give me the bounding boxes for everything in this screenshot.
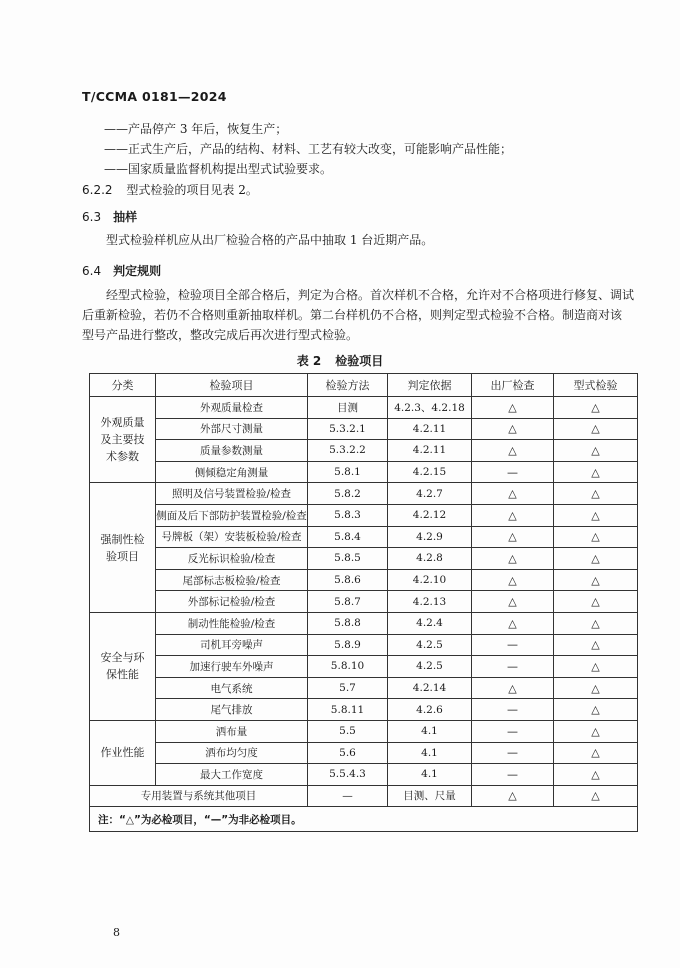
type-cell: △ <box>554 526 638 548</box>
type-cell: △ <box>554 440 638 462</box>
type-cell: △ <box>554 548 638 570</box>
header-category: 分类 <box>90 374 156 397</box>
table-note: 注：“△”为必检项目，“—”为非必检项目。 <box>90 807 638 832</box>
item-cell: 司机耳旁噪声 <box>156 634 308 656</box>
section-number: 6.2.2 <box>82 183 113 197</box>
item-cell: 尾部标志板检验/检查 <box>156 569 308 591</box>
method-cell: 5.8.6 <box>308 569 388 591</box>
item-cell: 专用装置与系统其他项目 <box>90 785 308 807</box>
item-cell: 尾气排放 <box>156 699 308 721</box>
item-cell: 号牌板（架）安装板检验/检查 <box>156 526 308 548</box>
method-cell: 5.8.3 <box>308 504 388 526</box>
basis-cell: 4.2.8 <box>388 548 472 570</box>
type-cell: △ <box>554 418 638 440</box>
basis-cell: 4.2.7 <box>388 483 472 505</box>
item-cell: 洒布量 <box>156 720 308 742</box>
factory-cell: — <box>472 461 554 483</box>
table-row <box>90 397 638 419</box>
section-6-3-body: 型式检验样机应从出厂检验合格的产品中抽取 1 台近期产品。 <box>106 233 434 247</box>
item-cell: 最大工作宽度 <box>156 764 308 786</box>
basis-cell: 4.2.4 <box>388 612 472 634</box>
section-number: 6.3 <box>82 210 102 224</box>
section-6-4-body-line: 后重新检验，若仍不合格则重新抽取样机。第二台样机仍不合格，则判定型式检验不合格。制造商对该 <box>82 308 623 322</box>
table-row <box>90 785 638 807</box>
section-title: 抽样 <box>113 210 138 224</box>
type-cell: △ <box>554 785 638 807</box>
factory-cell: △ <box>472 397 554 419</box>
method-cell: 5.8.11 <box>308 699 388 721</box>
header-basis: 判定依据 <box>388 374 472 397</box>
type-cell: △ <box>554 569 638 591</box>
basis-cell: 4.2.5 <box>388 634 472 656</box>
list-item: ——产品停产 3 年后，恢复生产； <box>104 122 288 136</box>
method-cell: 5.3.2.2 <box>308 440 388 462</box>
table-number: 表 2 <box>296 354 322 368</box>
method-cell: 5.7 <box>308 677 388 699</box>
item-cell: 洒布均匀度 <box>156 742 308 764</box>
basis-cell: 4.1 <box>388 742 472 764</box>
factory-cell: △ <box>472 483 554 505</box>
table-row <box>90 526 638 548</box>
inspection-items-table <box>89 373 638 832</box>
factory-cell: △ <box>472 677 554 699</box>
factory-cell: △ <box>472 785 554 807</box>
item-cell: 侧面及后下部防护装置检验/检查 <box>156 504 308 526</box>
category-cell: 安全与环保性能 <box>90 612 156 720</box>
table-row <box>90 548 638 570</box>
category-cell: 外观质量及主要技术参数 <box>90 397 156 483</box>
method-cell: — <box>308 785 388 807</box>
method-cell: 5.8.8 <box>308 612 388 634</box>
type-cell: △ <box>554 742 638 764</box>
table-row <box>90 634 638 656</box>
method-cell: 目测 <box>308 397 388 419</box>
table-row <box>90 483 638 505</box>
table-row <box>90 656 638 678</box>
type-cell: △ <box>554 677 638 699</box>
item-cell: 外观质量检查 <box>156 397 308 419</box>
section-title: 判定规则 <box>113 264 162 278</box>
table-row <box>90 440 638 462</box>
factory-cell: — <box>472 764 554 786</box>
factory-cell: △ <box>472 526 554 548</box>
factory-cell: — <box>472 742 554 764</box>
section-6-4-heading <box>82 262 161 279</box>
item-cell: 加速行驶车外噪声 <box>156 656 308 678</box>
basis-cell: 4.1 <box>388 764 472 786</box>
list-item: ——正式生产后，产品的结构、材料、工艺有较大改变，可能影响产品性能； <box>104 142 513 156</box>
table-row <box>90 461 638 483</box>
factory-cell: — <box>472 634 554 656</box>
page-number: 8 <box>113 926 120 939</box>
list-item: ——国家质量监督机构提出型式试验要求。 <box>104 162 333 176</box>
table-note-row <box>90 807 638 832</box>
item-cell: 外部尺寸测量 <box>156 418 308 440</box>
basis-cell: 4.2.11 <box>388 440 472 462</box>
type-cell: △ <box>554 720 638 742</box>
header-factory-check: 出厂检查 <box>472 374 554 397</box>
header-item: 检验项目 <box>156 374 308 397</box>
table-row <box>90 591 638 613</box>
type-cell: △ <box>554 504 638 526</box>
basis-cell: 4.2.6 <box>388 699 472 721</box>
factory-cell: △ <box>472 548 554 570</box>
basis-cell: 4.2.14 <box>388 677 472 699</box>
item-cell: 反光标识检验/检查 <box>156 548 308 570</box>
table-header-row <box>90 374 638 397</box>
type-cell: △ <box>554 699 638 721</box>
category-cell: 强制性检验项目 <box>90 483 156 613</box>
table-row <box>90 612 638 634</box>
item-cell: 照明及信号装置检验/检查 <box>156 483 308 505</box>
table-caption <box>0 352 680 369</box>
factory-cell: △ <box>472 591 554 613</box>
type-cell: △ <box>554 461 638 483</box>
section-text: 型式检验的项目见表 2。 <box>126 183 258 197</box>
table-row <box>90 569 638 591</box>
table-row <box>90 677 638 699</box>
basis-cell: 4.1 <box>388 720 472 742</box>
method-cell: 5.8.5 <box>308 548 388 570</box>
factory-cell: △ <box>472 504 554 526</box>
factory-cell: △ <box>472 418 554 440</box>
section-6-2-2 <box>82 181 258 198</box>
basis-cell: 4.2.3、4.2.18 <box>388 397 472 419</box>
type-cell: △ <box>554 656 638 678</box>
factory-cell: — <box>472 720 554 742</box>
method-cell: 5.8.1 <box>308 461 388 483</box>
item-cell: 制动性能检验/检查 <box>156 612 308 634</box>
method-cell: 5.6 <box>308 742 388 764</box>
item-cell: 电气系统 <box>156 677 308 699</box>
method-cell: 5.3.2.1 <box>308 418 388 440</box>
factory-cell: △ <box>472 612 554 634</box>
header-method: 检验方法 <box>308 374 388 397</box>
basis-cell: 4.2.11 <box>388 418 472 440</box>
basis-cell: 目测、尺量 <box>388 785 472 807</box>
table-row <box>90 504 638 526</box>
table-row <box>90 742 638 764</box>
basis-cell: 4.2.5 <box>388 656 472 678</box>
method-cell: 5.8.10 <box>308 656 388 678</box>
section-6-4-body-line: 型号产品进行整改，整改完成后再次进行型式检验。 <box>82 328 359 342</box>
header-type-test: 型式检验 <box>554 374 638 397</box>
type-cell: △ <box>554 483 638 505</box>
basis-cell: 4.2.13 <box>388 591 472 613</box>
method-cell: 5.5 <box>308 720 388 742</box>
factory-cell: — <box>472 699 554 721</box>
type-cell: △ <box>554 612 638 634</box>
type-cell: △ <box>554 397 638 419</box>
item-cell: 侧倾稳定角测量 <box>156 461 308 483</box>
type-cell: △ <box>554 591 638 613</box>
table-row <box>90 764 638 786</box>
factory-cell: △ <box>472 569 554 591</box>
basis-cell: 4.2.10 <box>388 569 472 591</box>
item-cell: 质量参数测量 <box>156 440 308 462</box>
method-cell: 5.8.4 <box>308 526 388 548</box>
table-row <box>90 418 638 440</box>
type-cell: △ <box>554 764 638 786</box>
section-number: 6.4 <box>82 264 102 278</box>
type-cell: △ <box>554 634 638 656</box>
standard-code: T/CCMA 0181—2024 <box>82 89 227 104</box>
section-6-3-heading <box>82 208 137 225</box>
category-cell: 作业性能 <box>90 720 156 785</box>
factory-cell: △ <box>472 440 554 462</box>
method-cell: 5.8.7 <box>308 591 388 613</box>
section-6-4-body-line: 经型式检验，检验项目全部合格后，判定为合格。首次样机不合格，允许对不合格项进行修复、调试 <box>106 288 635 302</box>
factory-cell: — <box>472 656 554 678</box>
item-cell: 外部标记检验/检查 <box>156 591 308 613</box>
table-row <box>90 699 638 721</box>
method-cell: 5.8.2 <box>308 483 388 505</box>
basis-cell: 4.2.15 <box>388 461 472 483</box>
method-cell: 5.5.4.3 <box>308 764 388 786</box>
method-cell: 5.8.9 <box>308 634 388 656</box>
table-title: 检验项目 <box>335 354 384 368</box>
basis-cell: 4.2.12 <box>388 504 472 526</box>
table-row <box>90 720 638 742</box>
basis-cell: 4.2.9 <box>388 526 472 548</box>
